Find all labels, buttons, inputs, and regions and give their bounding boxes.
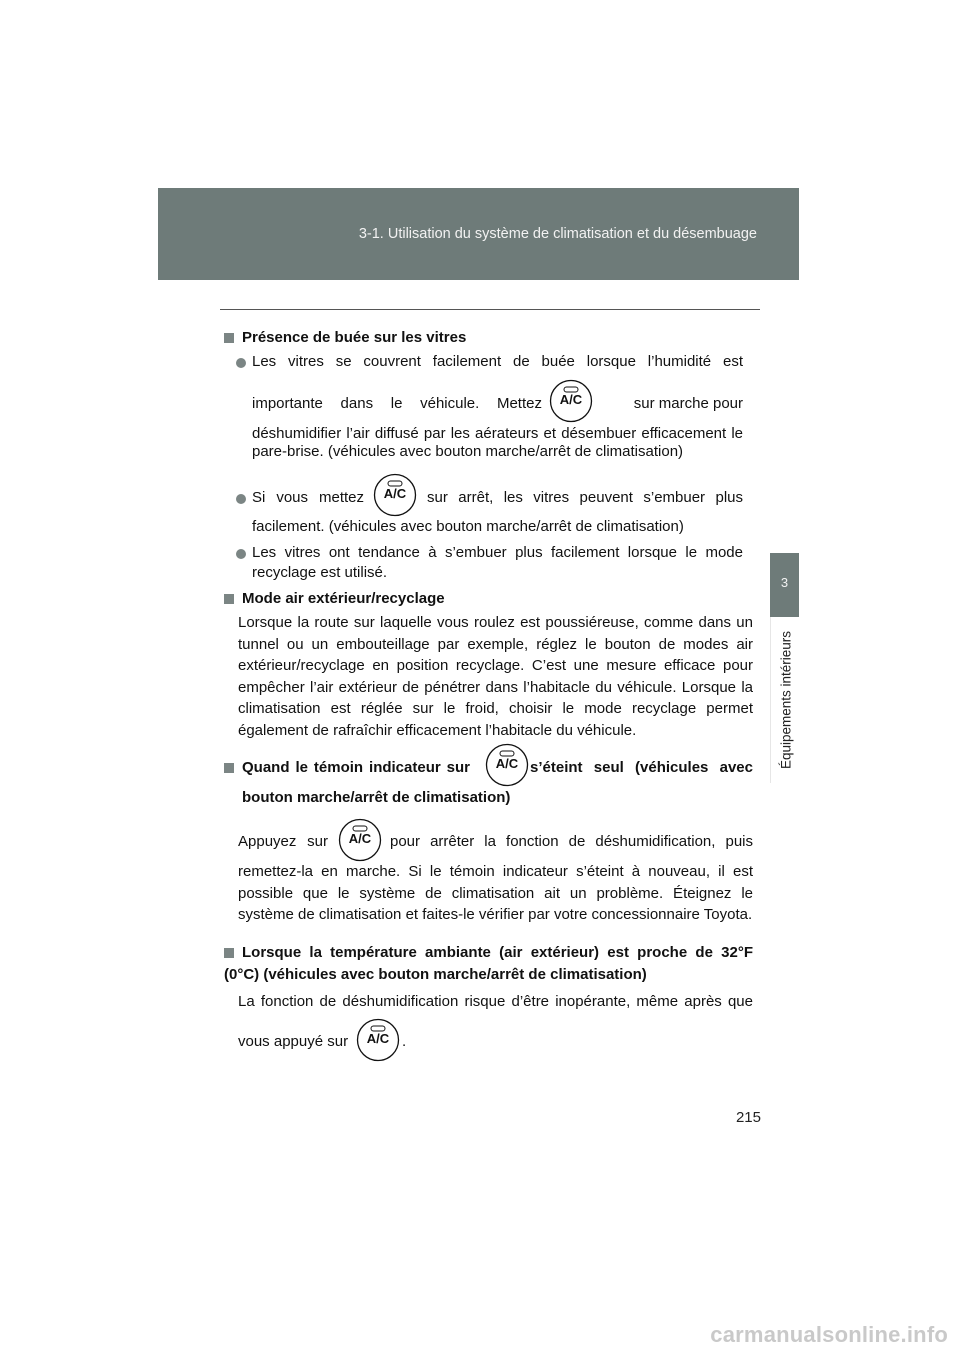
chapter-header <box>158 188 799 280</box>
square-bullet-icon <box>224 763 234 773</box>
ac-button-icon: A/C <box>549 379 593 423</box>
header-rule <box>220 309 760 310</box>
text-fragment: sur marche pour <box>633 395 743 412</box>
paragraph: remettez-la en marche. Si le témoin indicateur s’éteint à nouveau, il est possible que le système de climatisation ait un problème. Éteignez le système de climatisation et faites-le vérifier par votre concessionnaire Toyota. <box>238 863 753 923</box>
chapter-number: 3 <box>780 575 789 590</box>
round-bullet-icon <box>236 494 246 504</box>
section-heading-cont: bouton marche/arrêt de climatisation) <box>242 789 511 806</box>
text-line: recyclage est utilisé. <box>252 564 388 581</box>
text-fragment: Appuyez sur <box>238 833 328 850</box>
ac-button-icon: A/C <box>373 473 417 517</box>
text-fragment: Si vous mettez <box>252 489 364 506</box>
ac-button-icon: A/C <box>338 818 382 862</box>
chapter-title: 3-1. Utilisation du système de climatisation et du désembuage <box>358 226 757 242</box>
text-fragment: importante dans le véhicule. Mettez <box>252 395 542 412</box>
text-line-with-button <box>238 831 753 853</box>
text-line: déshumidifier l’air diffusé par les aérateurs et désembuer efficacement le <box>252 425 743 442</box>
chapter-side-label: Équipements intérieurs <box>778 630 793 770</box>
section-heading: Quand le témoin indicateur sur s’éteint seul (véhicules avec <box>224 757 753 779</box>
watermark: carmanualsonline.info <box>710 1322 948 1347</box>
chapter-side-tab <box>770 617 800 783</box>
square-bullet-icon <box>224 948 234 958</box>
text-line-with-button <box>252 487 743 509</box>
text-line: pare-brise. (véhicules avec bouton marche/arrêt de climatisation) <box>252 443 684 460</box>
ac-button-icon: A/C <box>356 1018 400 1062</box>
round-bullet-icon <box>236 549 246 559</box>
ac-button-icon: A/C <box>485 743 529 787</box>
page-number: 215 <box>735 1109 761 1126</box>
text-fragment: pour arrêter la fonction de déshumidification, puis <box>390 833 753 850</box>
text-fragment: . <box>402 1033 407 1050</box>
square-bullet-icon <box>224 594 234 604</box>
text-line: Les vitres se couvrent facilement de buée lorsque l’humidité est <box>252 353 743 370</box>
text-line: facilement. (véhicules avec bouton marche/arrêt de climatisation) <box>252 518 684 535</box>
text-line: Les vitres ont tendance à s’embuer plus facilement lorsque le mode <box>252 544 743 561</box>
chapter-tab <box>770 553 799 617</box>
square-bullet-icon <box>224 333 234 343</box>
section-heading: Mode air extérieur/recyclage <box>224 588 445 610</box>
section-heading: Présence de buée sur les vitres <box>224 327 466 349</box>
paragraph: Lorsque la route sur laquelle vous roulez est poussiéreuse, comme dans un tunnel ou un embouteillage par exemple, réglez le bouton de modes air extérieur/recyclage en position recyclage. C’est une mesure efficace pour empêcher l’air extérieur de pénétrer dans l’habitacle du véhicule. Lorsque la climatisation est réglée sur le froid, choisir le mode recyclage permet également de rafraîchir efficacement l’habitacle du véhicule. <box>238 614 753 739</box>
section-heading: Lorsque la température ambiante (air extérieur) est proche de 32°F (0°C) (véhicules avec bouton marche/arrêt de climatisation) <box>224 944 753 983</box>
round-bullet-icon <box>236 358 246 368</box>
text-line-with-button <box>252 393 743 415</box>
text-line: La fonction de déshumidification risque d’être inopérante, même après que <box>238 993 753 1010</box>
text-fragment: sur arrêt, les vitres peuvent s’embuer plus <box>427 489 743 506</box>
text-fragment: vous appuyé sur <box>238 1033 349 1050</box>
text-line-with-button <box>238 1031 348 1053</box>
